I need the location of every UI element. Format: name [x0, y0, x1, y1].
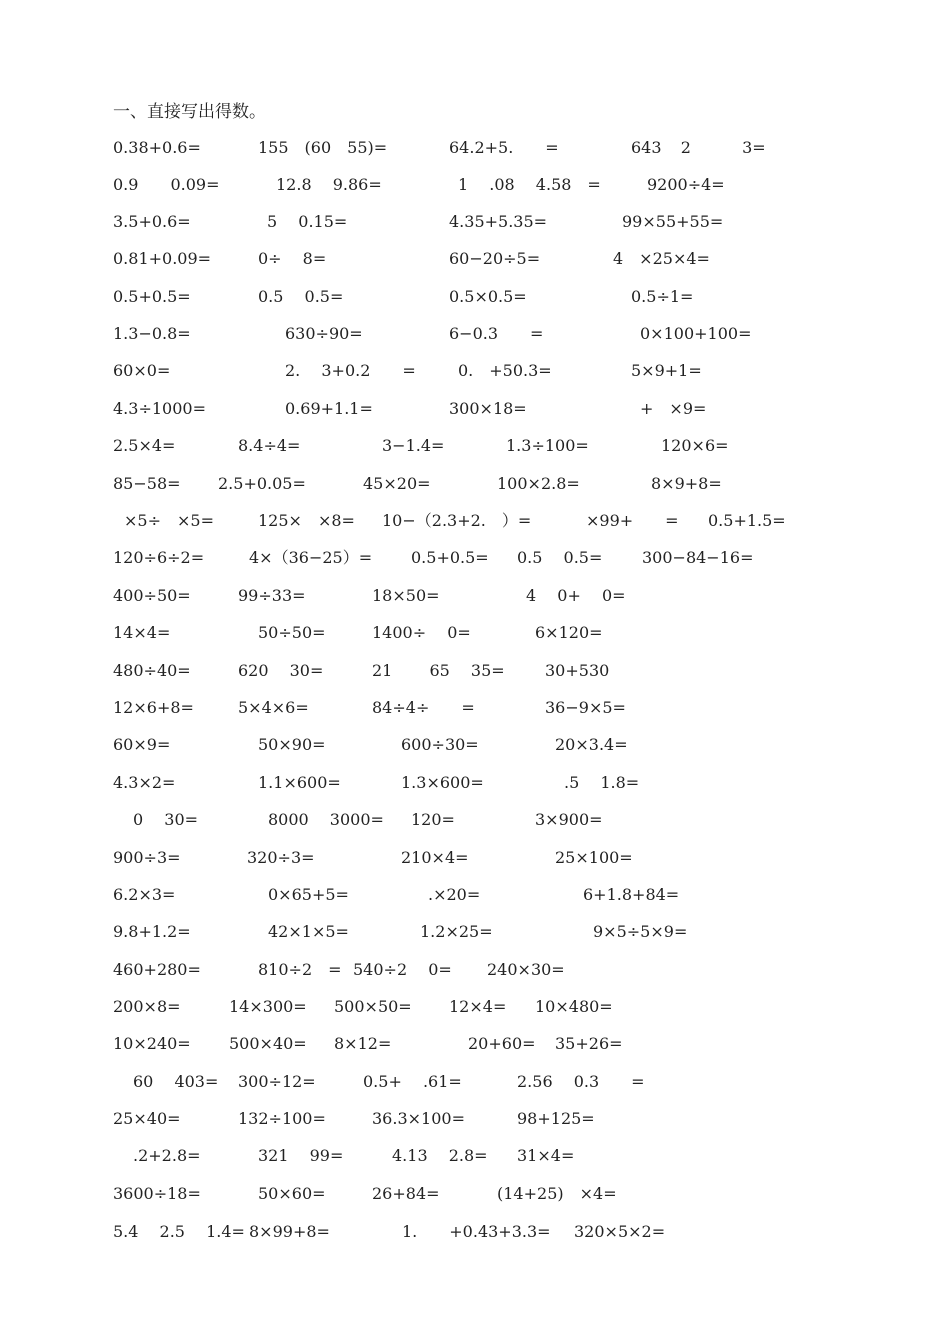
- problem-item: 45×20=: [363, 474, 431, 493]
- problem-item: 12.8 9.86=: [276, 175, 382, 194]
- problem-item: 36.3×100=: [372, 1109, 465, 1128]
- problem-item: (14+25) ×4=: [497, 1184, 617, 1203]
- problem-item: 3600÷18=: [113, 1184, 201, 1203]
- problem-row: [0, 175, 950, 201]
- problem-item: 2.5×4=: [113, 436, 176, 455]
- problem-row: [0, 324, 950, 350]
- problem-item: 500×50=: [334, 997, 412, 1016]
- problem-item: 0.5×0.5=: [449, 287, 527, 306]
- problem-item: 300÷12=: [238, 1072, 316, 1091]
- problem-row: [0, 1222, 950, 1248]
- problem-item: 0. +50.3=: [458, 361, 552, 380]
- problem-row: [0, 848, 950, 874]
- problem-item: 64.2+5. =: [449, 138, 559, 157]
- problem-item: 1.3×600=: [401, 773, 484, 792]
- problem-item: 0.5+0.5=: [113, 287, 191, 306]
- problem-item: 0.9 0.09=: [113, 175, 220, 194]
- problem-item: 0.5÷1=: [631, 287, 694, 306]
- problem-item: 155 (60 55)=: [258, 138, 388, 157]
- problem-row: [0, 623, 950, 649]
- problem-item: 6.2×3=: [113, 885, 176, 904]
- problem-item: 1.3−0.8=: [113, 324, 191, 343]
- problem-row: [0, 1072, 950, 1098]
- problem-item: 25×100=: [555, 848, 633, 867]
- problem-item: 20+60=: [468, 1034, 536, 1053]
- problem-row: [0, 1109, 950, 1135]
- problem-item: 320÷3=: [247, 848, 315, 867]
- problem-row: [0, 773, 950, 799]
- problem-item: 20×3.4=: [555, 735, 628, 754]
- problem-row: [0, 810, 950, 836]
- problem-item: .2+2.8=: [133, 1146, 201, 1165]
- problem-item: 0÷ 8=: [258, 249, 327, 268]
- problem-item: 0.5+0.5=: [411, 548, 489, 567]
- problem-row: [0, 548, 950, 574]
- problem-item: 0.5+1.5=: [708, 511, 786, 530]
- problem-item: 400÷50=: [113, 586, 191, 605]
- problem-item: 60−20÷5=: [449, 249, 541, 268]
- problem-item: 0×100+100=: [640, 324, 752, 343]
- problem-item: 50×90=: [258, 735, 326, 754]
- problem-item: 8000 3000=: [268, 810, 384, 829]
- problem-item: 120×6=: [661, 436, 729, 455]
- problem-item: 99×55+55=: [622, 212, 724, 231]
- problem-item: 321 99=: [258, 1146, 344, 1165]
- problem-row: [0, 287, 950, 313]
- problem-item: 320×5×2=: [574, 1222, 666, 1241]
- problem-item: 1 .08 4.58 =: [458, 175, 601, 194]
- problem-item: 50×60=: [258, 1184, 326, 1203]
- problem-item: 6×120=: [535, 623, 603, 642]
- problem-item: 1.3÷100=: [506, 436, 589, 455]
- problem-row: [0, 436, 950, 462]
- problem-item: 14×300=: [229, 997, 307, 1016]
- problem-item: 900÷3=: [113, 848, 181, 867]
- problem-row: [0, 586, 950, 612]
- problem-item: ×5÷ ×5=: [124, 511, 214, 530]
- problem-item: 60 403=: [133, 1072, 219, 1091]
- problem-item: 4×（36−25）=: [249, 548, 373, 567]
- problem-item: 2. 3+0.2 =: [285, 361, 416, 380]
- problem-item: 5 0.15=: [267, 212, 348, 231]
- problem-row: [0, 661, 950, 687]
- problem-item: 3.5+0.6=: [113, 212, 191, 231]
- problem-item: .5 1.8=: [564, 773, 640, 792]
- problem-item: 10×240=: [113, 1034, 191, 1053]
- problem-item: 42×1×5=: [268, 922, 349, 941]
- problem-item: 0.81+0.09=: [113, 249, 212, 268]
- problem-item: 810÷2 =: [258, 960, 342, 979]
- problem-item: 0.38+0.6=: [113, 138, 201, 157]
- problem-item: 240×30=: [487, 960, 565, 979]
- problem-item: 5.4 2.5 1.4=: [113, 1222, 245, 1241]
- problem-item: 12×4=: [449, 997, 507, 1016]
- problem-item: 132÷100=: [238, 1109, 326, 1128]
- problem-item: 120=: [411, 810, 455, 829]
- problem-row: [0, 1146, 950, 1172]
- problem-item: 540÷2 0=: [353, 960, 452, 979]
- problem-item: 460+280=: [113, 960, 201, 979]
- problem-item: 125× ×8=: [258, 511, 355, 530]
- problem-item: 0.69+1.1=: [285, 399, 373, 418]
- problem-item: 10−（2.3+2. ）=: [382, 511, 532, 530]
- problem-item: 10×480=: [535, 997, 613, 1016]
- problem-row: [0, 249, 950, 275]
- problem-item: 99÷33=: [238, 586, 306, 605]
- problem-row: [0, 997, 950, 1023]
- problem-item: 4.3×2=: [113, 773, 176, 792]
- problem-item: 60×0=: [113, 361, 171, 380]
- problem-item: 620 30=: [238, 661, 324, 680]
- problem-item: 8×12=: [334, 1034, 392, 1053]
- problem-item: + ×9=: [640, 399, 707, 418]
- problem-row: [0, 1034, 950, 1060]
- problem-item: 0.5 0.5=: [258, 287, 344, 306]
- problem-item: 2.5+0.05=: [218, 474, 306, 493]
- problem-item: 50÷50=: [258, 623, 326, 642]
- problem-item: 0×65+5=: [268, 885, 349, 904]
- problem-item: 3−1.4=: [382, 436, 445, 455]
- problem-item: 4 ×25×4=: [613, 249, 710, 268]
- problem-item: 6−0.3 =: [449, 324, 544, 343]
- problem-item: 600÷30=: [401, 735, 479, 754]
- problem-item: ×99+ =: [586, 511, 679, 530]
- problem-item: 1.1×600=: [258, 773, 341, 792]
- problem-item: 500×40=: [229, 1034, 307, 1053]
- problem-item: 300−84−16=: [642, 548, 754, 567]
- problem-item: 85−58=: [113, 474, 181, 493]
- problem-item: 25×40=: [113, 1109, 181, 1128]
- problem-row: [0, 511, 950, 537]
- problem-item: 4.35+5.35=: [449, 212, 548, 231]
- problem-item: 4.13 2.8=: [392, 1146, 488, 1165]
- problem-item: 26+84=: [372, 1184, 440, 1203]
- problem-item: 98+125=: [517, 1109, 595, 1128]
- problem-item: 1. +0.43+3.3=: [402, 1222, 551, 1241]
- problem-item: 643 2 3=: [631, 138, 766, 157]
- problem-item: 210×4=: [401, 848, 469, 867]
- problem-item: 200×8=: [113, 997, 181, 1016]
- problem-item: 9×5÷5×9=: [593, 922, 688, 941]
- problem-item: 9200÷4=: [647, 175, 725, 194]
- problem-item: .×20=: [428, 885, 481, 904]
- problem-item: 1400÷ 0=: [372, 623, 471, 642]
- problem-item: 9.8+1.2=: [113, 922, 191, 941]
- problem-item: 36−9×5=: [545, 698, 626, 717]
- problem-item: 4.3÷1000=: [113, 399, 206, 418]
- problem-item: 300×18=: [449, 399, 527, 418]
- problem-row: [0, 212, 950, 238]
- problem-item: 4 0+ 0=: [526, 586, 626, 605]
- problem-row: [0, 361, 950, 387]
- problem-item: 18×50=: [372, 586, 440, 605]
- problem-item: 84÷4÷ =: [372, 698, 475, 717]
- problem-item: 5×4×6=: [238, 698, 309, 717]
- problem-item: 5×9+1=: [631, 361, 702, 380]
- problem-item: 120÷6÷2=: [113, 548, 205, 567]
- problem-item: 35+26=: [555, 1034, 623, 1053]
- problem-item: 2.56 0.3 =: [517, 1072, 645, 1091]
- problem-item: 31×4=: [517, 1146, 575, 1165]
- problem-item: 6+1.8+84=: [583, 885, 680, 904]
- problem-item: 8.4÷4=: [238, 436, 301, 455]
- problem-item: 12×6+8=: [113, 698, 194, 717]
- problem-row: [0, 698, 950, 724]
- problem-item: 14×4=: [113, 623, 171, 642]
- problem-item: 8×9+8=: [651, 474, 722, 493]
- problem-item: 8×99+8=: [249, 1222, 330, 1241]
- problem-item: 100×2.8=: [497, 474, 580, 493]
- problem-row: [0, 735, 950, 761]
- problem-row: [0, 885, 950, 911]
- problem-row: [0, 960, 950, 986]
- section-title: 一、直接写出得数。: [113, 102, 266, 122]
- problem-row: [0, 474, 950, 500]
- problem-row: [0, 138, 950, 164]
- problem-item: 21 65 35=: [372, 661, 505, 680]
- problem-item: 630÷90=: [285, 324, 363, 343]
- problem-item: 0.5 0.5=: [517, 548, 603, 567]
- problem-item: 30+530: [545, 661, 610, 680]
- problem-item: 3×900=: [535, 810, 603, 829]
- problem-item: 480÷40=: [113, 661, 191, 680]
- problem-item: 0 30=: [133, 810, 199, 829]
- problem-row: [0, 1184, 950, 1210]
- problem-row: [0, 922, 950, 948]
- problem-item: 1.2×25=: [420, 922, 493, 941]
- problem-item: 0.5+ .61=: [363, 1072, 462, 1091]
- problem-item: 60×9=: [113, 735, 171, 754]
- problem-row: [0, 399, 950, 425]
